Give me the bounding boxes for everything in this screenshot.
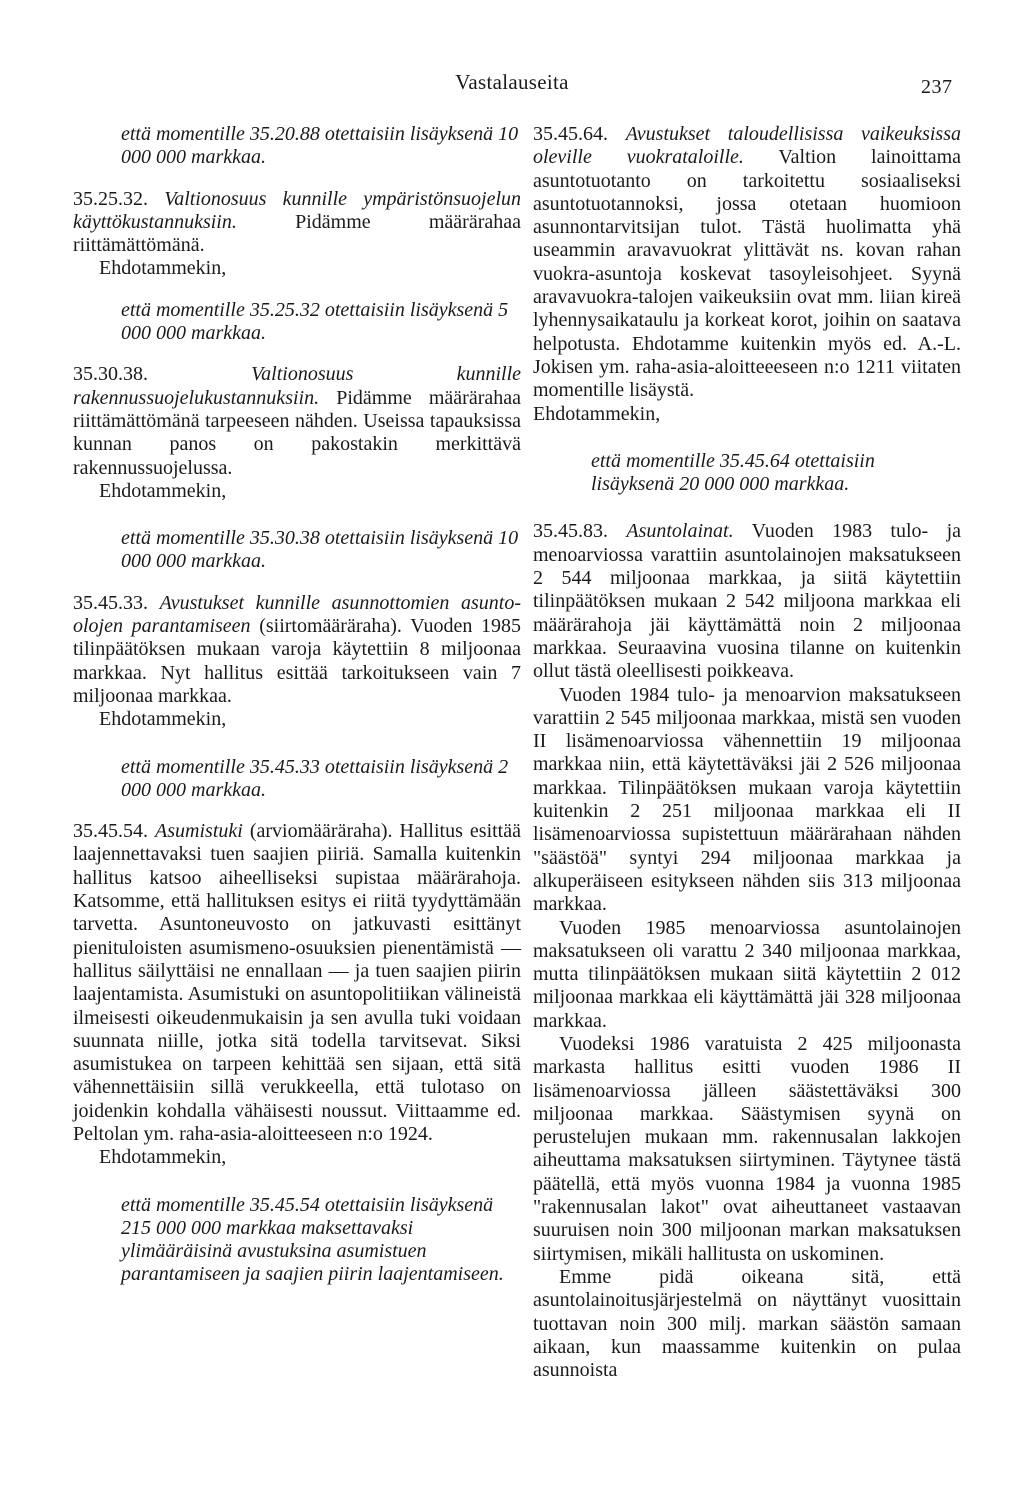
section-paragraph xyxy=(73,188,521,258)
section-id: 35.45.83. xyxy=(533,520,608,543)
section-id: 35.25.32. xyxy=(73,187,148,210)
body-paragraph: Vuodeksi 1986 varatuista 2 425 miljoonasta markasta hallitus esitti vuoden 1986 II lisämenoarviossa jälleen säästettäväksi 300 miljoonaa markkaa. Säästymisen syynä on perustelujen mukaan mm. rakennusalan lakkojen aiheuttama maksatuksen siirtyminen. Täytynee tästä päätellä, että myös vuonna 1984 ja vuonna 1985 "rakennusalan lakot" ovat aiheuttaneet vastaavan suuruisen noin 300 miljoonan markan maksatuksen siirtymisen, mikäli hallitusta on uskominen. xyxy=(533,1032,961,1265)
proposal-lead: Ehdotammekin, xyxy=(99,1146,227,1169)
proposal-lead: Ehdotammekin, xyxy=(99,479,227,502)
section-id: 35.30.38. xyxy=(73,363,148,386)
section-text: (arviomääräraha). Hallitus esittää laajennettavaksi tuen saajien piiriä. Samalla kuitenkin hallitus katsoo aiheelliseksi supistaa määrärahoja. Katsomme, että hallituksen esitys ei riitä tyydyttämään tarvetta. Asuntoneuvosto on jatkuvasti esittänyt pienituloisten asumismeno-osuuksien pienentämistä — hallitus säilyttäisi ne ennallaan — ja tuen saajien piirin laajentamista. Asumistuki on asuntopolitiikan välineistä ilmeisesti oikeudenmukaisin ja sen avulla tuki voidaan suunnata niille, jotka sitä todella tarvitsevat. Siksi asumistukea on tarpeen kehittää sen sijaan, että sitä vähennettäisiin sillä verukkeella, että tulotaso on joidenkin kohdalla vähäisesti noussut. Viittaamme ed. Peltolan ym. raha-asia-aloitteeseen n:o 1924. xyxy=(73,820,521,1145)
proposal-lead: Ehdotammekin, xyxy=(99,708,227,731)
right-column xyxy=(533,123,961,1382)
section-title: Valtionosuus kunnille ympäristönsuojelun käyttökustannuksiin. xyxy=(73,187,521,233)
proposal-quote: että momentille 35.45.54 otettaisiin lisäyksenä 215 000 000 markkaa maksettavaksi ylimääräisinä avustuksina asumistuen parantamiseen ja saajien piirin laajentamiseen. xyxy=(121,1193,504,1286)
body-paragraph: Vuoden 1985 menoarviossa asuntolainojen maksatukseen oli varattu 2 340 miljoonaa markkaa, mutta tilinpäätöksen mukaan siitä käytettiin 2 012 miljoonaa markkaa eli käyttämättä jäi 328 miljoonaa markkaa. xyxy=(533,916,961,1032)
section-paragraph xyxy=(533,123,961,403)
section-paragraph xyxy=(533,520,961,683)
section-title: Avustukset kunnille asunnottomien asunto-olojen parantamiseen xyxy=(73,591,521,638)
section-text: Pidämme määrärahaa riittämättömänä tarpeeseen nähden. Useissa tapauksissa kunnan panos on pakostakin merkittävä rakennussuojelussa. xyxy=(73,386,521,479)
section-title: Valtionosuus kunnille rakennussuojelukustannuksiin. xyxy=(73,363,521,409)
section-id: 35.45.64. xyxy=(533,123,608,145)
section-paragraph xyxy=(73,363,521,479)
section-id: 35.45.54. xyxy=(73,820,148,843)
section-text: Pidämme määrärahaa riittämättömänä. xyxy=(73,210,522,257)
left-column xyxy=(73,123,521,1287)
proposal-quote: että momentille 35.25.32 otettaisiin lisäyksenä 5 000 000 markkaa. xyxy=(121,298,509,345)
body-paragraph: Vuoden 1984 tulo- ja menoarvion maksatukseen varattiin 2 545 miljoonaa markkaa, mistä sen vuoden II lisämenoarviossa vähennettiin 19 miljoonaa markkaa niin, että käytettäväksi jäi 2 526 miljoonaa markkaa. Tilinpäätöksen mukaan varoja käytettiin kuitenkin 2 251 miljoonaa markkaa eli II lisämenoarviossa supistettuun määrärahaan nähden "säästöä" syntyi 294 miljoonaa markkaa ja alkuperäiseen esitykseen nähden siis 313 miljoonaa markkaa. xyxy=(533,683,961,916)
proposal-quote: että momentille 35.30.38 otettaisiin lisäyksenä 10 000 000 markkaa. xyxy=(121,527,519,573)
section-text: Vuoden 1983 tulo- ja menoarviossa varattiin asuntolainojen maksatukseen 2 544 miljoonaa markkaa, ja siitä käytettiin tilinpäätöksen mukaan 2 542 miljoona markkaa eli määrärahoja jäi käyttämättä noin 2 miljoonaa markkaa. Seuraavina vuosina tilanne on kuitenkin ollut tästä oleellisesti poikkeava. xyxy=(533,520,961,683)
proposal-lead: Ehdotammekin, xyxy=(99,257,227,280)
section-text: (siirtomääräraha). Vuoden 1985 tilinpäätöksen mukaan varoja käytettiin 8 miljoonaa markkaa. Nyt hallitus esittää tarkoitukseen vain 7 miljoonaa markkaa. xyxy=(73,615,522,707)
section-title: Asuntolainat. xyxy=(626,520,734,543)
section-text: Valtion lainoittama asuntotuotanto on tarkoitettu sosiaaliseksi asuntotuotannoksi, jossa otetaan huomioon asunnontarvitsijan tulot. Tästä huolimatta yhä useammin aravavuokrat ylittävät ns. kovan rahan vuokra-asuntoja koskevat tasoyleisohjeet. Syynä aravavuokra-talojen vaikeuksiin ovat mm. liian kireä lyhennysaikataulu ja korkeat korot, joihin on saatava helpotusta. Ehdotamme kuitenkin myös ed. A.-L. Jokisen ym. raha-asia-aloitteeeseen n:o 1211 viitaten momentille lisäystä. xyxy=(533,146,961,402)
body-paragraph: Emme pidä oikeana sitä, että asuntolainoitusjärjestelmä on näyttänyt vuosittain tuottavan noin 300 milj. markan säästön samaan aikaan, kun maassamme kuitenkin on pulaa asunnoista xyxy=(533,1265,961,1382)
section-id: 35.45.33. xyxy=(73,591,148,614)
section-title: Avustukset taloudellisissa vaikeuksissa oleville vuokrataloille. xyxy=(533,123,962,169)
proposal-quote: että momentille 35.45.64 otettaisiin lisäyksenä 20 000 000 markkaa. xyxy=(591,449,875,496)
page-number: 237 xyxy=(921,76,953,98)
section-paragraph xyxy=(73,820,521,1146)
proposal-quote: että momentille 35.45.33 otettaisiin lisäyksenä 2 000 000 markkaa. xyxy=(121,755,509,801)
proposal-quote: että momentille 35.20.88 otettaisiin lisäyksenä 10 000 000 markkaa. xyxy=(121,123,519,169)
section-paragraph xyxy=(73,592,521,708)
section-title: Asumistuki xyxy=(155,820,243,843)
running-head: Vastalauseita xyxy=(455,70,569,94)
proposal-lead: Ehdotammekin, xyxy=(533,402,661,425)
